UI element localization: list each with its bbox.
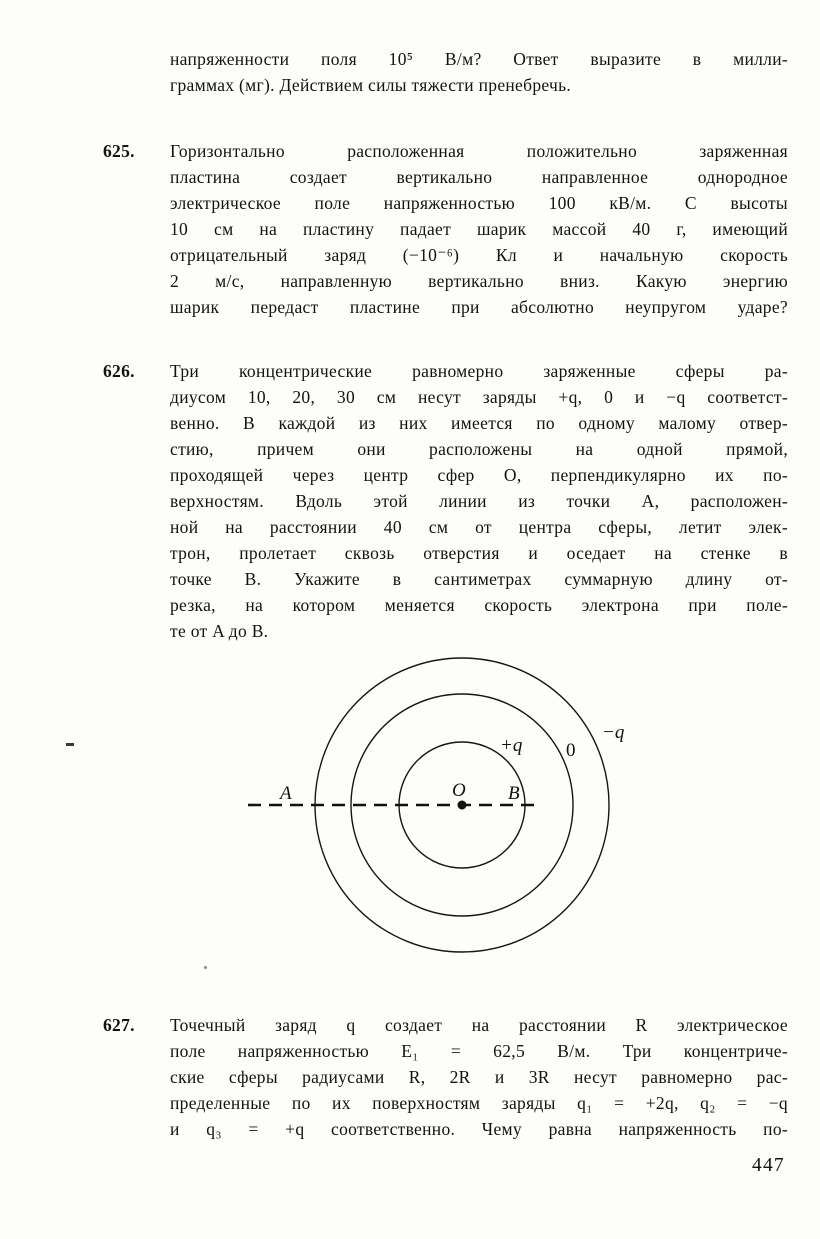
- inner-charge-label: +q: [500, 735, 523, 756]
- problem-number-626: 626.: [103, 361, 135, 381]
- text-line: проходящей через центр сфер O, перпендикулярно их по-: [170, 465, 788, 485]
- point-B-label: B: [508, 783, 520, 804]
- problem-625-text: [170, 138, 788, 320]
- text-line: Горизонтально расположенная положительно заряженная: [170, 141, 788, 161]
- text-line: венно. В каждой из них имеется по одному малому отвер-: [170, 413, 788, 433]
- scan-artifact-dash: [66, 743, 74, 746]
- text-line: Три концентрические равномерно заряженные сферы ра-: [170, 361, 788, 381]
- problem-626-text: [170, 358, 788, 644]
- outer-charge-label: −q: [602, 722, 625, 743]
- text-line: 10 см на пластину падает шарик массой 40 г, имеющий: [170, 219, 788, 239]
- text-line: 2 м/с, направленную вертикально вниз. Какую энергию: [170, 271, 788, 291]
- text-line: поле напряженностью E₁ = 62,5 В/м. Три концентриче-: [170, 1041, 788, 1061]
- text-line: ские сферы радиусами R, 2R и 3R несут равномерно рас-: [170, 1067, 788, 1087]
- point-A-label: A: [280, 783, 292, 804]
- text-line: диусом 10, 20, 30 см несут заряды +q, 0 и −q соответст-: [170, 387, 788, 407]
- text-line: граммах (мг). Действием силы тяжести пренебречь.: [170, 75, 572, 95]
- text-line: отрицательный заряд (−10⁻⁶) Кл и начальную скорость: [170, 245, 788, 265]
- text-line: электрическое поле напряженностью 100 кВ/м. С высоты: [170, 193, 788, 213]
- text-line: те от A до B.: [170, 621, 269, 641]
- text-line: Точечный заряд q создает на расстоянии R электрическое: [170, 1015, 788, 1035]
- problem-number-625: 625.: [103, 141, 135, 161]
- figure-concentric-spheres: [240, 650, 640, 968]
- paragraph-continuation: [170, 46, 788, 98]
- center-dot: [458, 801, 467, 810]
- text-line: шарик передаст пластине при абсолютно неупругом ударе?: [170, 297, 788, 317]
- text-line: напряженности поля 10⁵ В/м? Ответ выразите в милли-: [170, 49, 788, 69]
- center-O-label: O: [452, 780, 466, 801]
- problem-627-text: [170, 1012, 788, 1142]
- text-line: и q₃ = +q соответственно. Чему равна напряженность по-: [170, 1119, 788, 1139]
- text-line: ной на расстоянии 40 см от центра сферы, летит элек-: [170, 517, 788, 537]
- text-line: верхностям. Вдоль этой линии из точки A, расположен-: [170, 491, 788, 511]
- text-line: пластина создает вертикально направленное однородное: [170, 167, 788, 187]
- text-line: резка, на котором меняется скорость электрона при поле-: [170, 595, 788, 615]
- page-number: 447: [752, 1155, 785, 1176]
- middle-charge-label: 0: [566, 740, 576, 761]
- text-line: точке B. Укажите в сантиметрах суммарную длину от-: [170, 569, 788, 589]
- problem-number-627: 627.: [103, 1015, 135, 1035]
- scan-artifact-dot: [204, 966, 207, 969]
- text-line: трон, пролетает сквозь отверстия и оседает на стенке в: [170, 543, 788, 563]
- text-line: пределенные по их поверхностям заряды q₁ = +2q, q₂ = −q: [170, 1093, 788, 1113]
- text-line: стию, причем они расположены на одной прямой,: [170, 439, 788, 459]
- figure-svg: [240, 650, 640, 968]
